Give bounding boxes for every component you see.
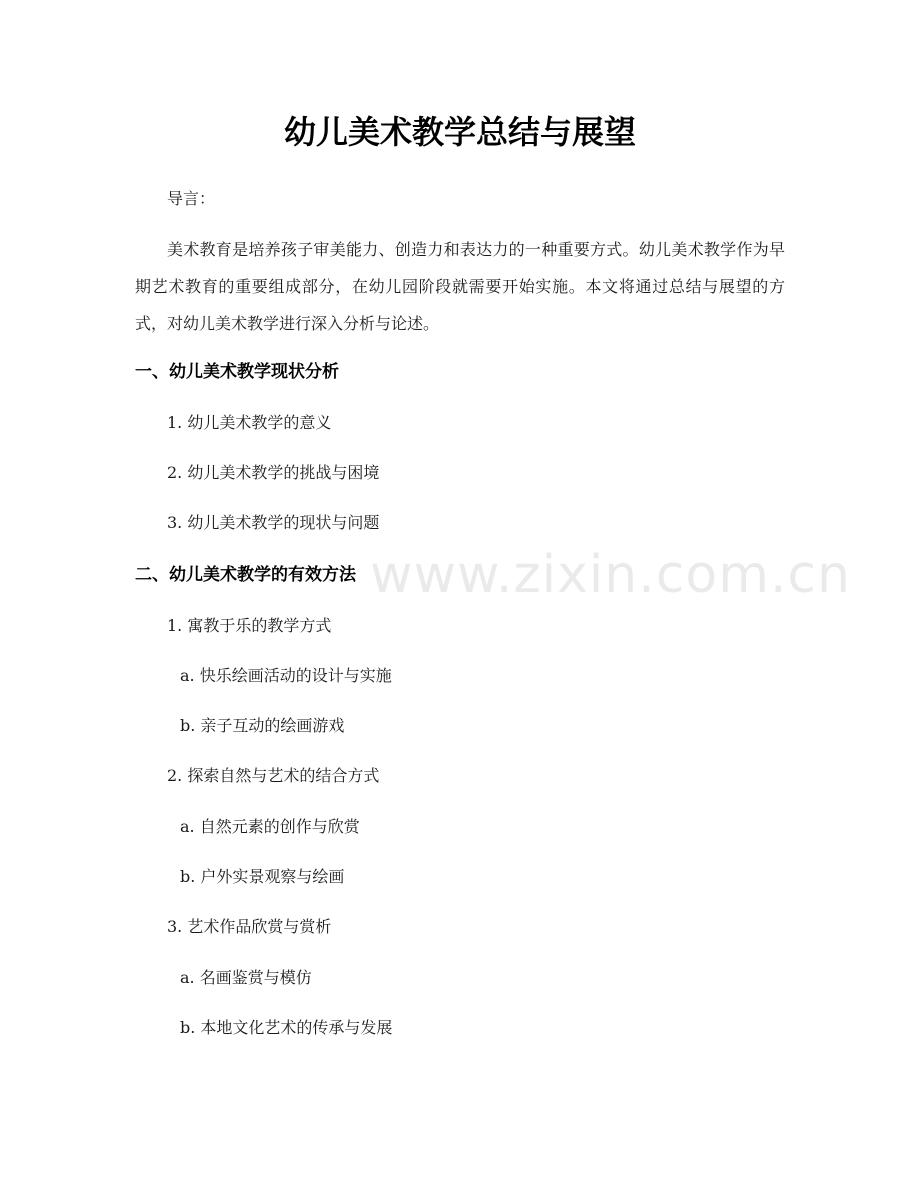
section-heading-1: 一、幼儿美术教学现状分析 (135, 362, 339, 382)
document-title: 幼儿美术教学总结与展望 (283, 113, 636, 151)
section-heading-2: 二、幼儿美术教学的有效方法 (135, 565, 356, 585)
list-item: 1. 幼儿美术教学的意义 (167, 413, 332, 432)
list-subitem: a. 自然元素的创作与欣赏 (180, 817, 360, 836)
list-item: 3. 艺术作品欣赏与赏析 (167, 917, 332, 936)
list-item: 2. 探索自然与艺术的结合方式 (167, 766, 380, 785)
list-subitem: b. 户外实景观察与绘画 (180, 867, 345, 886)
list-subitem: a. 快乐绘画活动的设计与实施 (180, 666, 392, 685)
list-subitem: b. 亲子互动的绘画游戏 (180, 716, 345, 735)
intro-paragraph: 美术教育是培养孩子审美能力、创造力和表达力的一种重要方式。幼儿美术教学作为早期艺术教育的重要组成部分，在幼儿园阶段就需要开始实施。本文将通过总结与展望的方式，对幼儿美术教学进行深入分析与论述。 (135, 240, 785, 333)
list-item: 3. 幼儿美术教学的现状与问题 (167, 513, 380, 532)
list-subitem: a. 名画鉴赏与模仿 (180, 968, 312, 987)
watermark: www.zixin.com.cn (370, 545, 851, 605)
intro-label: 导言： (167, 189, 216, 208)
list-item: 2. 幼儿美术教学的挑战与困境 (167, 463, 380, 482)
list-subitem: b. 本地文化艺术的传承与发展 (180, 1018, 393, 1037)
list-item: 1. 寓教于乐的教学方式 (167, 616, 332, 635)
